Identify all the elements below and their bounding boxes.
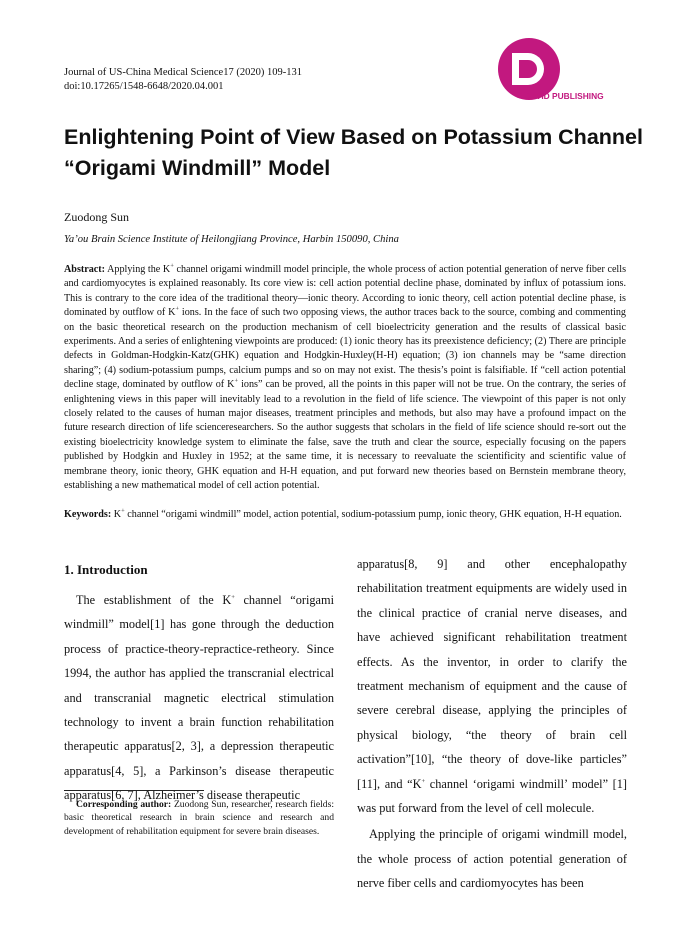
- journal-header: [64, 66, 302, 94]
- publisher-logo: [498, 36, 630, 106]
- author-name: Zuodong Sun: [64, 210, 130, 224]
- doi: doi:10.17265/1548-6648/2020.04.001: [64, 81, 224, 92]
- keywords-label: Keywords:: [64, 509, 112, 520]
- abstract-text-1: Applying the K: [105, 264, 171, 275]
- footnote: [64, 798, 334, 838]
- footnote-text: Zuodong Sun, researcher, research fields: basic theoretical research in brain science and research and development of rehabilitation equipment for severe brain diseases.: [64, 799, 334, 837]
- keywords-text-1: K: [111, 509, 122, 520]
- left-column: [64, 588, 334, 808]
- superscript: +: [121, 507, 125, 515]
- footnote-label: Corresponding author:: [76, 799, 172, 810]
- keywords-text-2: channel “origami windmill” model, action potential, sodium-potassium pump, ionic theory, GHK equation, H-H equation.: [124, 509, 622, 520]
- author-affiliation: Ya’ou Brain Science Institute of Heilongjiang Province, Harbin 150090, China: [64, 234, 399, 245]
- intro-paragraph-1-cont: [357, 552, 627, 820]
- intro-text-4: channel ‘origami windmill’ model” [1] was put forward from the level of cell molecule.: [357, 776, 627, 816]
- keywords: [64, 508, 626, 522]
- superscript: +: [170, 262, 174, 270]
- intro-paragraph-2: Applying the principle of origami windmill model, the whole process of action potential generation of nerve fiber cells and cardiomyocytes has been: [357, 827, 627, 891]
- title-line-1: Enlightening Point of View Based on Potassium Channel: [64, 125, 643, 149]
- abstract-text-4: ions” can be proved, all the points in this paper will not be true. On the contrary, the series of enlightening views in this paper will inevitably lead to a revolution in the field of life science. The viewpoint of this paper is not only closely related to the causes of human major diseases, treatment principles and methods, but also may have a profound impact on the future research direction of life scienceresearchers. So the author suggests that scholars in the field of life science should re-sort out the existing bioelectricity knowledge system to eliminate the false, save the truth and clear the source, especially focusing on the papers published by Hodgkin and Huxley in 1952; at the same time, it is necessary to reevaluate the scientificity and scientific value of membrane theory, ionic theory, GHK equation and H-H equation, and put forward new theories based on Bernstein membrane theory, establishing a new mathematical model of cell action potential.: [64, 379, 626, 492]
- abstract-label: Abstract:: [64, 264, 106, 275]
- abstract-text-3: ions. In the face of such two opposing views, the author traces back to the source, combing and commenting on the basic theoretical research on the production mechanism of cell bioelectricity generation and the results of classical basic experiments. And a series of enlightening viewpoints are produced: (1) ionic theory has its preexistence deficiency; (2) There are principle defects in Goldman-Hodgkin-Katz(GHK) equation and Hodgkin-Huxley(H-H) equation; (3) ion channels may be “same direction sharing”; (4) sodium-potassium pumps, calcium pumps and so on may not exist. The thesis’s point is falsifiable. If “cell action potential decline stage, dominated by outflow of K: [64, 307, 626, 391]
- intro-text-2: channel “origami windmill” model[1] has gone through the deduction process of practice-theory-repractice-retheory. Since 1994, the author has applied the transcranial electrical and transcranial magnetic electrical stimulation technology to invent a brain function rehabilitation therapeutic apparatus[2, 3], a depression therapeutic apparatus[4, 5], a Parkinson’s disease therapeutic apparatus[6, 7], Alzheimer’s disease therapeutic: [64, 593, 334, 803]
- superscript: +: [421, 777, 426, 785]
- intro-text-3: apparatus[8, 9] and other encephalopathy rehabilitation treatment equipments are widely used in the clinical practice of cranial nerve diseases, and have achieved significant rehabilitation treatment effects. As the inventor, in order to clarify the treatment mechanism of equipment and the cause of severe cerebral disease, applying the principles of physical biology, “the theory of brain cell activation”[10], “the theory of dove-like particles” [11], and “K: [357, 557, 627, 791]
- logo-text: DAVID PUBLISHING: [524, 91, 604, 101]
- abstract: [64, 263, 626, 494]
- journal-citation: Journal of US-China Medical Science17 (2020) 109-131: [64, 67, 302, 78]
- intro-text-1: The establishment of the K: [76, 593, 232, 607]
- section-heading: 1. Introduction: [64, 562, 148, 577]
- paper-title: [64, 122, 644, 184]
- footnote-divider: [64, 790, 204, 791]
- intro-paragraph-1: [64, 588, 334, 808]
- right-column: [357, 552, 627, 896]
- abstract-text-2: channel origami windmill model principle, the whole process of action potential generation of nerve fiber cells and cardiomyocytes is explained reasonably. Its core view is: cell action potential decline phase, dominated by influx of potassium ions. This is contrary to the core idea of the traditional theory—ionic theory. According to ionic theory, cell action potential decline phase, is dominated by outflow of K: [64, 264, 627, 319]
- title-line-2: “Origami Windmill” Model: [64, 156, 331, 180]
- superscript: +: [234, 377, 239, 385]
- superscript: +: [231, 593, 235, 601]
- superscript: +: [175, 305, 180, 313]
